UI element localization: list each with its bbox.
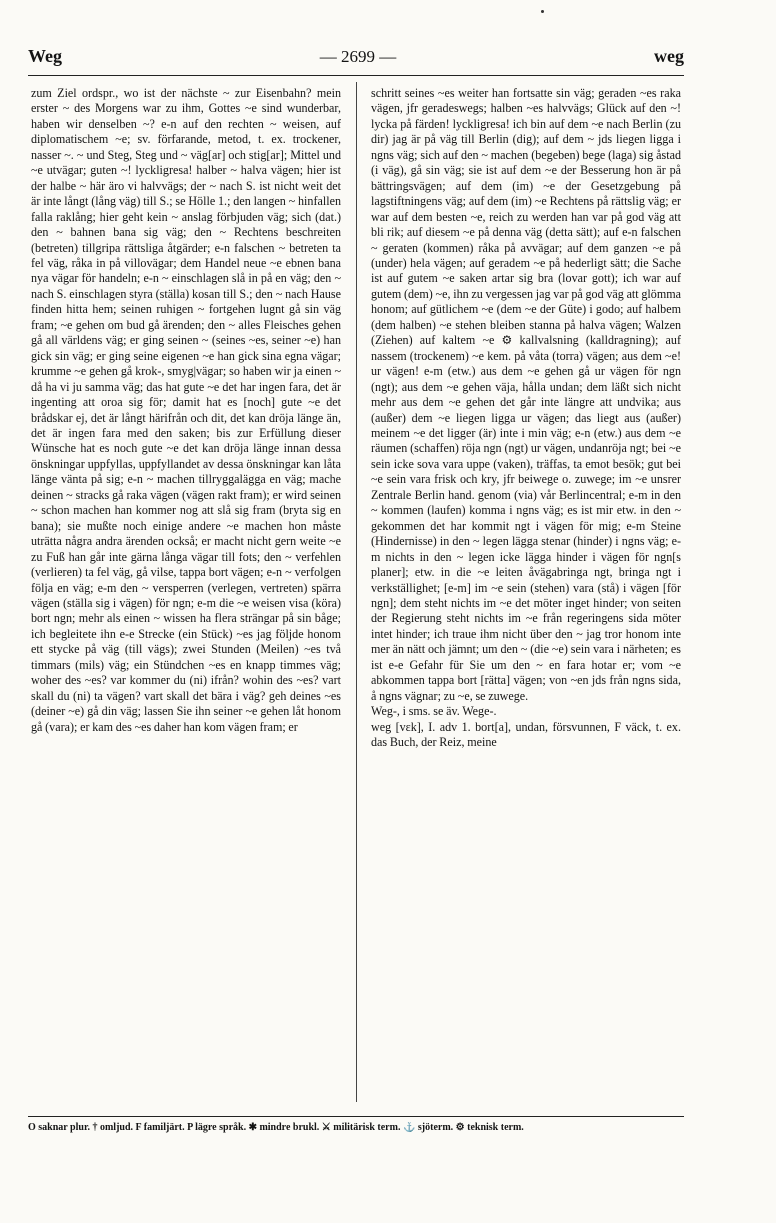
right-running-head: weg [654,46,684,66]
left-column-text: zum Ziel ordspr., wo ist der nächste ~ zur Eisenbahn? mein erster ~ des Morgens war zu ihm, Gottes ~e sind wunderbar, haben wir denselben ~? e-n auf den rechten ~ weisen, auf diplomatischem ~e; sv. förfarande, metod, t. ex. trockener, nasser ~. ~ und Steg, Steg und ~ väg[ar] och stig[ar]; Mittel und ~e utvägar; guten ~! lyckligresa! halber ~ halva vägen; hier ist der halbe ~ här äro vi halvvägs; der ~ nach S. ist nicht weit det är inte långt (lång väg) till S.; se Hölle 1.; den langen ~ hinfallen falla raklång; hier geht kein ~ anslag förbjuden väg; sich (dat.) den ~ bahnen bana sig väg; den ~ Rechtens beschreiten (betreten) tillgripa rättsliga åtgärder; e-n falschen ~ betreten ta fel väg, råka in på villovägar; dem Handel neue ~e ebnen bana nya vägar för handeln; e-n ~ einschlagen slå in på en väg; den ~ nach S. einschlagen styra (ställa) kosan till S.; den ~ nach Hause finden hitta hem; seinen ruhigen ~ fortgehen lugnt gå sin väg fram; ~e gehen om bud gå ärenden; den ~ alles Fleisches gehen gå all världens väg; er ging seinen ~ (seines ~es, seiner ~e) han gick sin väg; er ging seine eigenen ~e han gick sina egna vägar; krumme ~e gehen gå krok-, smyg|vägar; so haben wir ja einen ~ då ha vi ju samma väg; das hat gute ~e det har ingen fara, det är ingenting att oroa sig för; damit hat es [noch] gute ~e det brådskar ej, det är långt härifrån och dit, det kan dröja länge än, det är ingen fara med den saken; bis zur Erfüllung dieser Wünsche hat es noch gute ~e det kan dröja länge innan dessa önskningar uppfyllas, uppfyllandet av dessa önskningar kan låta länge vänta på sig; e-n ~ machen tillryggalägga en väg; mache deinen ~ stracks gå raka vägen (vägen rakt fram); er wird seinen ~ schon machen han kommer nog att slå sig fram (bryta sig en bana); sie mußte noch einige andere ~e machen hon måste uträtta några andra ärenden också; er macht nicht gern weite ~e zu Fuß han går inte gärna långa vägar till fots; den ~ verfehlen (verlieren) ta fel väg, gå vilse, tappa bort vägen; e-n ~ verfolgen följa en väg; e-m den ~ versperren (verlegen, vertreten) spärra vägen (ställa sig i vägen) för ngn; e-m die ~e weisen visa (köra) bort ngn; mehr als einen ~ wissen ha flera strängar på sin båge; ich begleitete ihn e-e Strecke (ein Stück) ~es jag följde honom ett stycke på väg (till vägs); zwei Stunden (Meilen) ~es två timmars (mils) väg; ein Stündchen ~es en knapp timmes väg; woher des ~es? var kommer du (ni) ifrån? wohin des ~es? vart skall du (ni) ta vägen? vart skall det bära i väg? geh deines ~es (deiner ~e) gå din väg; lassen Sie ihn seiner ~e gehen låt honom gå (vara); er kam des ~es daher han kom vägen fram; er [31,86,341,734]
left-running-head: Weg [28,46,62,66]
right-column [371,86,681,1096]
footer-rule [28,1116,684,1117]
page-header [28,46,684,74]
column-divider [356,82,357,1102]
speck-mark [541,10,544,13]
right-column-text: schritt seines ~es weiter han fortsatte sin väg; geraden ~es raka vägen, jfr geradeswegs; halben ~es halvvägs; Glück auf den ~! lycka på färden! lyckligresa! ich bin auf dem ~e nach Berlin (zu dir) jag är på väg till Berlin (dig); auf dem ~ jds liegen ligga i ngns väg; sich auf den ~ machen (begeben) bege (laga) sig åstad (i väg), gå sin väg; sie ist auf dem ~e der Besserung hon är på bättringsvägen; auf dem (im) ~e der Gesetzgebung på lagstiftningens väg; auf dem (im) ~e Rechtens på rättslig väg; er war auf dem besten ~e, reich zu werden han var på god väg att bli rik; auf diesem ~e på denna väg (detta sätt); auf e-n falschen ~ geraten (kommen) råka på avvägar; auf dem ganzen ~e på (under) hela vägen; auf geradem ~e på hederligt sätt; die Sache ist auf gutem ~e saken artar sig bra (lovar gott); ich war auf gutem (dem) ~e, ihn zu vergessen jag var på god väg att glömma honom; auf gütlichem ~e (dem ~e der Güte) i godo; auf halbem (dem halben) ~e stehen bleiben stanna på halva vägen; Walzen (Ziehen) auf kaltem ~e ⚙ kallvalsning (kalldragning); auf nassem (trockenem) ~e kem. på våta (torra) vägen; aus dem ~e! ur vägen! e-m (etw.) aus dem ~e gehen gå ur vägen för ngn (ngt); aus dem ~e gehen väja, hålla undan; dem läßt sich nicht mehr aus dem ~e gehen det går inte längre att undvika; aus (außer) dem ~e liegen ligga ur vägen; das liegt aus (außer) meinem ~e det ligger (är) inte i min väg; e-n (etw.) aus dem ~e räumen (schaffen) röja ngn (ngt) ur vägen, undanröja ngt; bei ~e sein icke sova vara uppe (vaken), träffas, ta emot besök; gut bei ~e sein vara frisk och kry, jfr beiwege o. zuwege; im ~e unsrer Zentrale Berlin hand. genom (via) vår Berlincentral; e-m in den ~ kommen (laufen) komma i ngns väg; es ist mir etw. in den ~ gekommen det har kommit ngt i vägen för mig; e-m Steine (Hindernisse) in den ~ legen lägga stenar (hinder) i ngns väg; e-m nichts in den ~ legen icke lägga hinder i vägen för ngn[s planer]; etw. in die ~e leiten åvägabringa ngt, bringa ngt i verkställighet; [e-m] im ~e sein (stehen) vara (stå) i vägen [för ngn]; dem steht nichts im ~e det möter inget hinder; von seiten der Regierung steht nichts im ~e från regeringens sida möter intet hinder; ich traue ihm nicht über den ~ jag tror honom inte mer än nätt och jämnt; um den ~ (die ~e) sein vara i närheten; es ist e-e Gefahr für Sie um den ~ en fara hotar er; vom ~e abkommen tappa bort [rätta] vägen; von ~en jds från ngns sida, å ngns vägnar; zu ~e, se zuwege. Weg-, i sms. se äv. Wege-. weg [vɛk], I. adv 1. bort[a], undan, försvunnen, F väck, t. ex. das Buch, der Reiz, meine [371,86,681,750]
left-column [31,86,341,1096]
header-rule [28,75,684,76]
abbreviation-legend: O saknar plur. † omljud. F familjärt. P lägre språk. ✱ mindre brukl. ⚔ militärisk term. ⚓ sjöterm. ⚙ teknisk term. [28,1122,524,1133]
page-number: — 2699 — [319,47,397,66]
